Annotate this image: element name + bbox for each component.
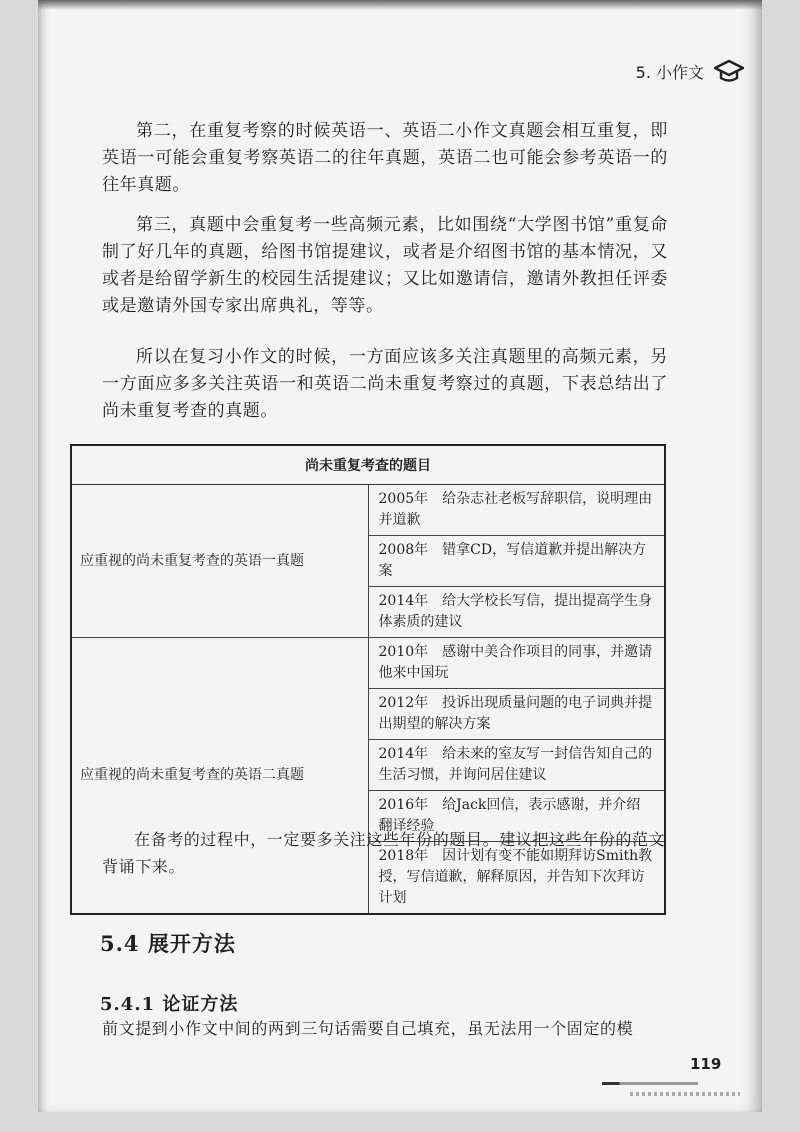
topic-cell: 2010年 感谢中美合作项目的同事，并邀请他来中国玩	[368, 638, 665, 689]
topic-cell: 2018年 因计划有变不能如期拜访Smith教授，写信道歉，解释原因，并告知下次拜访计划	[368, 842, 665, 915]
paragraph-third: 第三，真题中会重复考一些高频元素，比如围绕“大学图书馆”重复命制了好几年的真题，给图书馆提建议，或者是介绍图书馆的基本情况，又或者是给留学新生的校园生活提建议；又比如邀请信，邀请外教担任评委或是邀请外国专家出席典礼，等等。	[102, 215, 668, 316]
table-title: 尚未重复考查的题目	[71, 445, 665, 485]
topic-cell: 2016年 给Jack回信，表示感谢，并介绍翻译经验	[368, 791, 665, 842]
table-row	[71, 638, 665, 689]
running-header	[636, 58, 744, 84]
chapter-title: 5. 小作文	[635, 62, 704, 82]
category-english-two: 应重视的尚未重复考查的英语二真题	[71, 638, 368, 915]
paragraph-partial: 前文提到小作文中间的两到三句话需要自己填充，虽无法用一个固定的模	[102, 1019, 634, 1038]
topic-cell: 2012年 投诉出现质量问题的电子词典并提出期望的解决方案	[368, 689, 665, 740]
paragraph-second: 第二，在重复考察的时候英语一、英语二小作文真题会相互重复，即英语一可能会重复考察英语二的往年真题，英语二也可能会参考英语一的往年真题。	[102, 121, 668, 195]
topic-cell: 2008年 错拿CD，写信道歉并提出解决方案	[368, 536, 665, 587]
paragraph-review: 所以在复习小作文的时候，一方面应该多关注真题里的高频元素，另一方面应多多关注英语一和英语二尚未重复考察过的真题，下表总结出了尚未重复考查的真题。	[102, 347, 668, 421]
page-top-shadow	[38, 0, 762, 10]
topic-cell: 2014年 给大学校长写信，提出提高学生身体素质的建议	[368, 587, 665, 638]
subsection-heading: 5.4.1 论证方法	[100, 994, 239, 1015]
section-heading: 5.4 展开方法	[100, 931, 236, 956]
page-number: 119	[690, 1055, 722, 1073]
category-english-one: 应重视的尚未重复考查的英语一真题	[71, 485, 368, 638]
footer-rule	[602, 1082, 698, 1085]
paragraph-closing: 在备考的过程中，一定要多关注这些年份的题目。建议把这些年份的范文背诵下来。	[102, 830, 666, 876]
topic-cell: 2014年 给未来的室友写一封信告知自己的生活习惯，并询问居住建议	[368, 740, 665, 791]
table-row	[71, 485, 665, 536]
graduation-cap-icon	[714, 58, 744, 84]
topic-cell: 2005年 给杂志社老板写辞职信，说明理由并道歉	[368, 485, 665, 536]
footer-dotted-rule	[630, 1092, 740, 1096]
